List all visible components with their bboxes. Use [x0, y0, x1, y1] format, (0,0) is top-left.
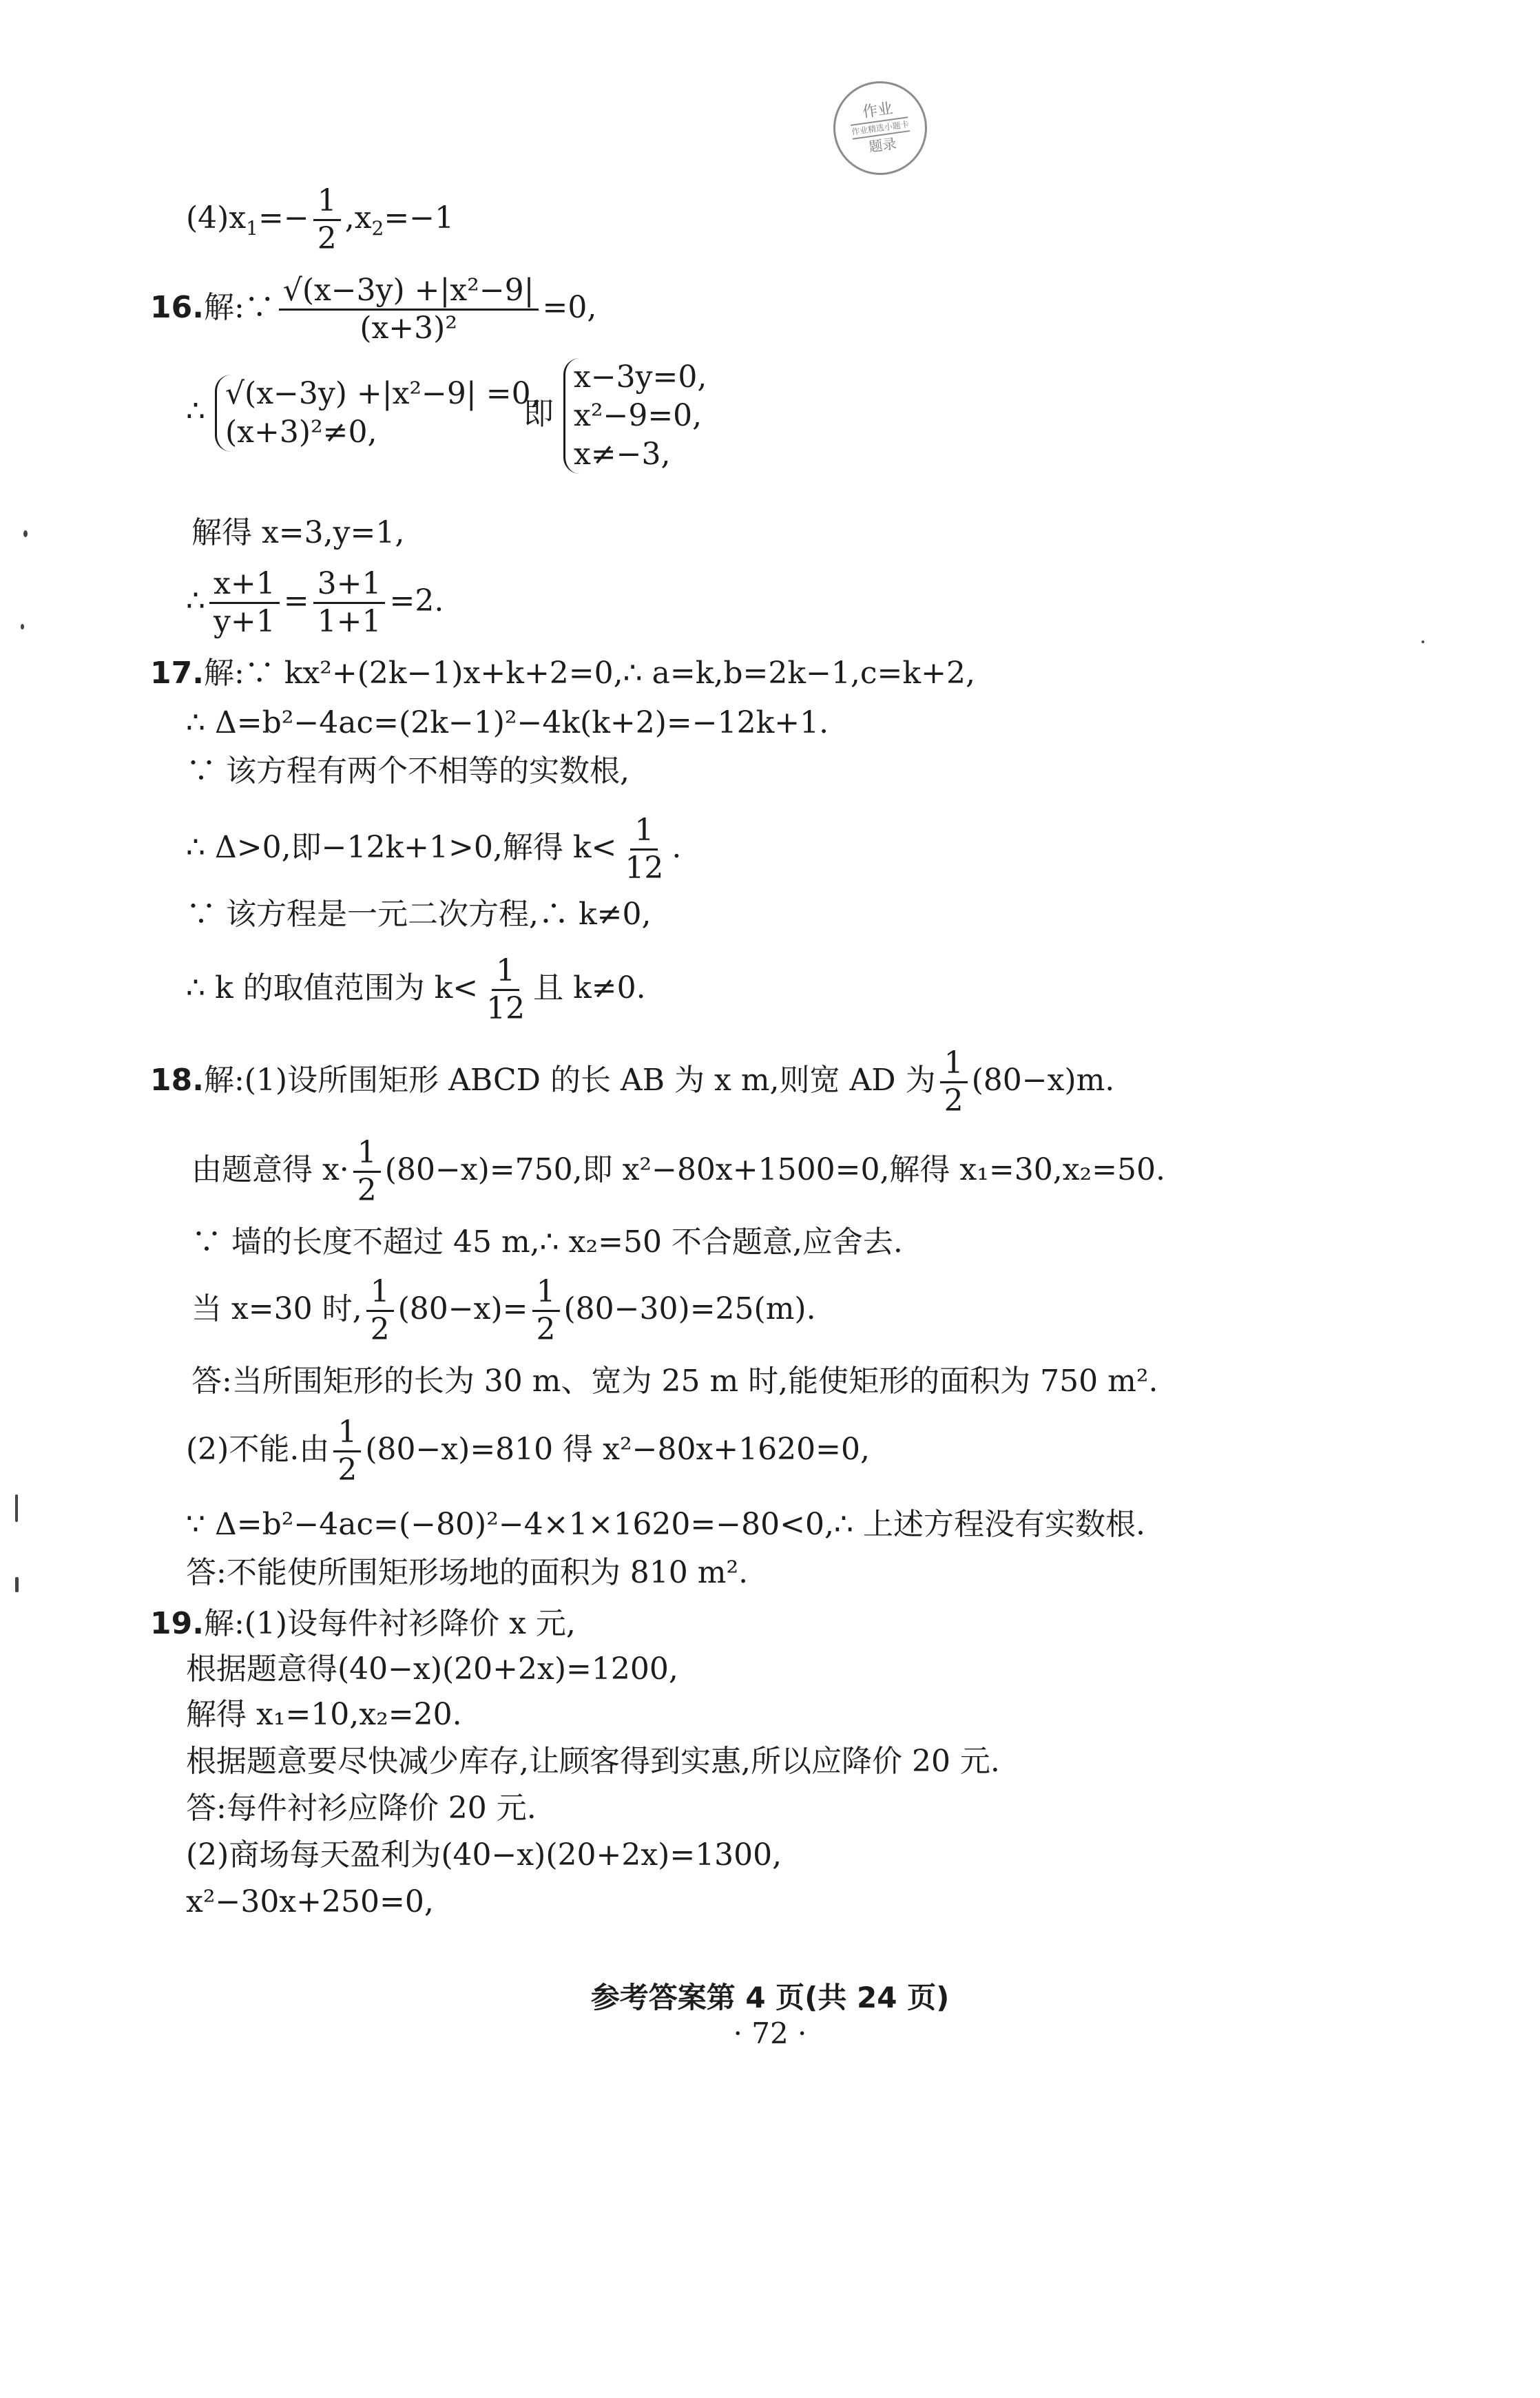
- q17-line4: ∴ Δ>0,即−12k+1>0,解得 k< $\frac{1}{12}$ .: [186, 813, 682, 886]
- fraction: $\frac{1}{2}$: [353, 1135, 381, 1209]
- q19-line7: x²−30x+250=0,: [186, 1884, 434, 1919]
- q19-line6: (2)商场每天盈利为(40−x)(20+2x)=1300,: [186, 1837, 782, 1873]
- fraction: $\frac{1}{2}$: [333, 1415, 361, 1488]
- fraction: $\frac{1}{12}$: [486, 953, 526, 1026]
- q16-line2: ∴ √(x−3y) +|x²−9| =0, (x+3)²≠0,: [186, 375, 541, 452]
- scan-speck: [23, 530, 28, 537]
- equation-system: √(x−3y) +|x²−9| =0, (x+3)²≠0,: [215, 375, 541, 452]
- q16-line2-equivalent: 即 x−3y=0, x²−9=0, x≠−3,: [523, 358, 707, 474]
- fraction: $\frac{1}{2}$: [313, 183, 341, 257]
- fraction: $\frac{1}{12}$: [625, 813, 664, 886]
- question-number: 18.: [150, 1063, 204, 1098]
- q18-line8: 答:不能使所围矩形场地的面积为 810 m².: [186, 1555, 749, 1590]
- scan-speck: [1422, 640, 1424, 643]
- q15-part4: $(4)x_1=-$ $\frac{1}{2}$ $,x_2=-1$: [186, 183, 455, 256]
- scan-speck: [21, 624, 24, 629]
- q17-line3: ∵ 该方程有两个不相等的实数根,: [186, 753, 629, 789]
- q17-line6: ∴ k 的取值范围为 k< $\frac{1}{12}$ 且 k≠0.: [186, 953, 646, 1026]
- scan-speck: [15, 1494, 18, 1522]
- q17-line5: ∵ 该方程是一元二次方程,∴ k≠0,: [186, 897, 652, 932]
- page-number: · 72 ·: [733, 2016, 807, 2050]
- q16-line1: 16.解:∵ $\frac{\text{√(x−3y) +|x²−9|}}{\text{(x+3)²}}$ =0,: [150, 273, 597, 346]
- equation-system: x−3y=0, x²−9=0, x≠−3,: [563, 358, 707, 474]
- fraction: $\frac{1}{2}$: [940, 1045, 968, 1119]
- question-number: 17.: [150, 656, 204, 691]
- fraction: $\frac{x+1}{y+1}$: [209, 566, 280, 640]
- q19-line4: 根据题意要尽快减少库存,让顾客得到实惠,所以应降价 20 元.: [186, 1744, 1000, 1779]
- q18-line1: 18.解:(1)设所围矩形 ABCD 的长 AB 为 x m,则宽 AD 为 $\frac{1}{2}$ (80−x)m.: [150, 1045, 1115, 1118]
- q18-line2: 由题意得 x· $\frac{1}{2}$ (80−x)=750,即 x²−80x+1500=0,解得 x₁=30,x₂=50.: [191, 1135, 1166, 1208]
- q18-line3: ∵ 墙的长度不超过 45 m,∴ x₂=50 不合题意,应舍去.: [191, 1224, 903, 1260]
- fraction: $\frac{\text{√(x−3y) +|x²−9|}}{\text{(x+3)²}}$: [279, 273, 539, 346]
- fraction: $\frac{3+1}{1+1}$: [313, 566, 386, 640]
- q18-line4: 当 x=30 时, $\frac{1}{2}$ (80−x)= $\frac{1}{2}$ (80−30)=25(m).: [191, 1274, 816, 1347]
- fraction: $\frac{1}{2}$: [366, 1274, 394, 1348]
- q18-line7: ∵ Δ=b²−4ac=(−80)²−4×1×1620=−80<0,∴ 上述方程没有实数根.: [186, 1507, 1145, 1542]
- scan-speck: [15, 1577, 19, 1592]
- q16-line4: ∴ $\frac{x+1}{y+1}$ = $\frac{3+1}{1+1}$ =2.: [186, 566, 444, 639]
- fraction: $\frac{1}{2}$: [532, 1274, 560, 1348]
- q19-line1: 19.解:(1)设每件衬衫降价 x 元,: [150, 1606, 576, 1641]
- q16-line3: 解得 x=3,y=1,: [191, 515, 405, 550]
- question-number: 16.: [150, 290, 204, 325]
- q17-line1: 17.解:∵ kx²+(2k−1)x+k+2=0,∴ a=k,b=2k−1,c=k+2,: [150, 656, 975, 691]
- homework-stamp: 作业 作业精选小题卡 题录: [827, 75, 933, 181]
- question-number: 19.: [150, 1606, 204, 1641]
- q17-line2: ∴ Δ=b²−4ac=(2k−1)²−4k(k+2)=−12k+1.: [186, 705, 829, 740]
- q19-line5: 答:每件衬衫应降价 20 元.: [186, 1791, 537, 1826]
- q19-line3: 解得 x₁=10,x₂=20.: [186, 1697, 462, 1732]
- page-footer-title: 参考答案第 4 页(共 24 页): [590, 1981, 950, 2014]
- q19-line2: 根据题意得(40−x)(20+2x)=1200,: [186, 1651, 678, 1687]
- q18-line5: 答:当所围矩形的长为 30 m、宽为 25 m 时,能使矩形的面积为 750 m².: [191, 1364, 1158, 1399]
- q18-line6: (2)不能.由 $\frac{1}{2}$ (80−x)=810 得 x²−80x+1620=0,: [186, 1415, 870, 1488]
